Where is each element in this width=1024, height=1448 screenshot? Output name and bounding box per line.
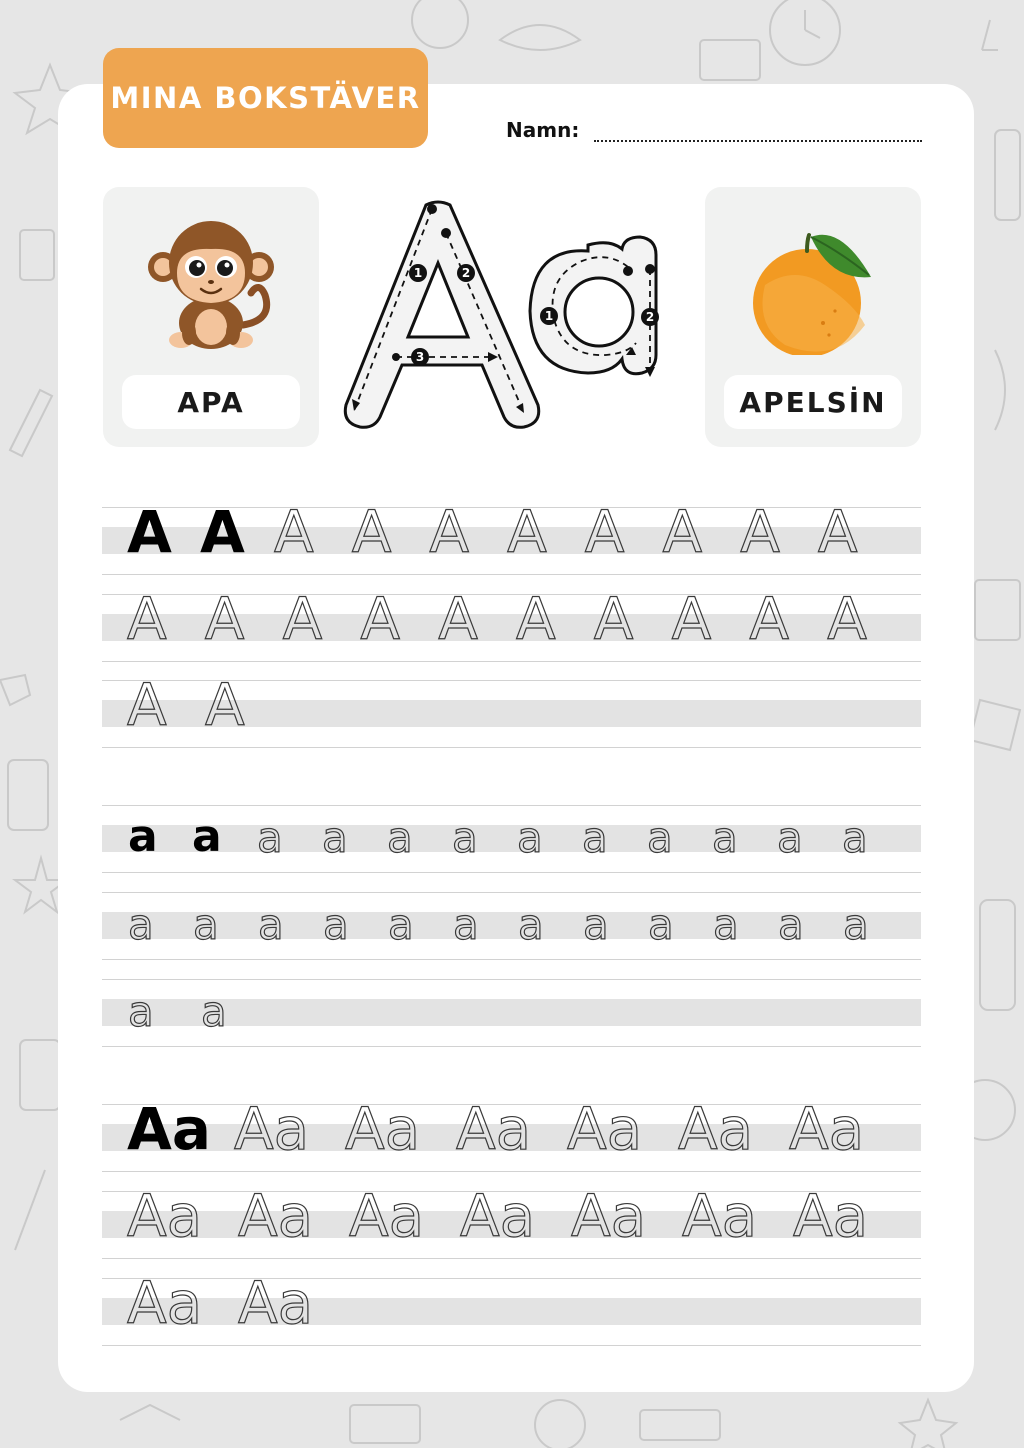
trace-letter: A bbox=[507, 498, 547, 566]
trace-letter: A bbox=[360, 585, 401, 653]
trace-letter: a bbox=[128, 987, 154, 1036]
upper-step-3: 3 bbox=[415, 350, 425, 364]
trace-letter: A bbox=[205, 671, 245, 739]
trace-letter: A bbox=[749, 585, 790, 653]
trace-pair: Aa bbox=[234, 1095, 310, 1163]
row-guide-line bbox=[102, 1046, 921, 1047]
trace-letter: A bbox=[662, 498, 703, 566]
practice-row-lower-1[interactable] bbox=[102, 805, 921, 873]
trace-letter: a bbox=[518, 900, 544, 949]
practice-row-upper-1[interactable] bbox=[102, 498, 921, 575]
trace-pair: Aa bbox=[571, 1182, 647, 1250]
trace-pair: Aa bbox=[678, 1095, 754, 1163]
practice-row-upper-3[interactable] bbox=[102, 671, 921, 748]
trace-letter: a bbox=[648, 900, 674, 949]
row-guide-line bbox=[102, 959, 921, 960]
trace-pair: Aa bbox=[793, 1182, 869, 1250]
row-guide-line bbox=[102, 661, 921, 662]
trace-letter: A bbox=[204, 585, 245, 653]
trace-letter: A bbox=[127, 585, 167, 653]
row-guide-line bbox=[102, 1258, 921, 1259]
orange-icon bbox=[745, 215, 881, 355]
row-guide-line bbox=[102, 747, 921, 748]
practice-row-upper-2[interactable] bbox=[102, 585, 921, 662]
row-guide-line bbox=[102, 1345, 921, 1346]
trace-letter: a bbox=[713, 900, 739, 949]
monkey-icon bbox=[143, 215, 279, 355]
trace-letter: A bbox=[593, 585, 634, 653]
trace-pair: Aa bbox=[456, 1095, 532, 1163]
picture-card-right bbox=[705, 187, 921, 447]
trace-letter: a bbox=[128, 900, 154, 949]
row-guide-line bbox=[102, 892, 921, 893]
card-word-label: APA bbox=[122, 375, 300, 429]
trace-letter: A bbox=[584, 498, 625, 566]
trace-letter: a bbox=[193, 900, 219, 949]
trace-pair: Aa bbox=[789, 1095, 865, 1163]
trace-pair: Aa bbox=[349, 1182, 425, 1250]
trace-pair: Aa bbox=[127, 1269, 203, 1337]
solid-letter: a bbox=[128, 811, 158, 862]
lower-step-2: 2 bbox=[645, 310, 655, 324]
trace-letter: a bbox=[582, 813, 608, 862]
upper-step-2: 2 bbox=[461, 266, 471, 280]
trace-pair: Aa bbox=[238, 1182, 314, 1250]
trace-pair: Aa bbox=[682, 1182, 758, 1250]
trace-letter: a bbox=[517, 813, 543, 862]
trace-letter: a bbox=[712, 813, 738, 862]
trace-letter: a bbox=[453, 900, 479, 949]
row-guide-line bbox=[102, 1171, 921, 1172]
trace-letter: A bbox=[429, 498, 470, 566]
trace-pair: Aa bbox=[127, 1182, 203, 1250]
picture-card-left bbox=[103, 187, 319, 447]
practice-row-pair-3[interactable] bbox=[102, 1269, 921, 1346]
trace-letter: A bbox=[671, 585, 712, 653]
page-title: MINA BOKSTÄVER bbox=[103, 48, 428, 148]
practice-row-lower-2[interactable] bbox=[102, 892, 921, 960]
trace-letter: A bbox=[817, 498, 858, 566]
trace-pair: Aa bbox=[345, 1095, 421, 1163]
trace-letter: A bbox=[351, 498, 392, 566]
trace-letter: A bbox=[274, 498, 314, 566]
trace-letter: a bbox=[843, 900, 869, 949]
trace-letter: a bbox=[257, 813, 283, 862]
trace-letter: A bbox=[282, 585, 323, 653]
upper-step-1: 1 bbox=[413, 266, 423, 280]
trace-letter: a bbox=[647, 813, 673, 862]
trace-letter: A bbox=[827, 585, 867, 653]
trace-letter: a bbox=[842, 813, 868, 862]
trace-letter: A bbox=[516, 585, 556, 653]
practice-row-lower-3[interactable] bbox=[102, 979, 921, 1047]
trace-pair: Aa bbox=[460, 1182, 536, 1250]
solid-pair: Aa bbox=[127, 1095, 212, 1163]
trace-letter: a bbox=[387, 813, 413, 862]
name-write-line[interactable] bbox=[594, 140, 922, 142]
trace-pair: Aa bbox=[238, 1269, 314, 1337]
trace-letter: a bbox=[201, 987, 227, 1036]
trace-pair: Aa bbox=[567, 1095, 643, 1163]
solid-letter: a bbox=[192, 811, 222, 862]
trace-letter: A bbox=[740, 498, 780, 566]
row-guide-line bbox=[102, 805, 921, 806]
trace-letter: a bbox=[778, 900, 804, 949]
trace-letter: a bbox=[388, 900, 414, 949]
solid-letter: A bbox=[127, 498, 172, 566]
trace-letter: a bbox=[322, 813, 348, 862]
trace-letter: a bbox=[452, 813, 478, 862]
practice-row-pair-1[interactable] bbox=[102, 1095, 921, 1172]
practice-row-pair-2[interactable] bbox=[102, 1182, 921, 1259]
letter-tracing-guide bbox=[338, 197, 678, 433]
name-label: Namn: bbox=[506, 118, 580, 142]
trace-letter: a bbox=[323, 900, 349, 949]
trace-letter: a bbox=[777, 813, 803, 862]
trace-letter: a bbox=[258, 900, 284, 949]
card-word-label: APELSİN bbox=[724, 375, 902, 429]
row-guide-line bbox=[102, 872, 921, 873]
trace-letter: A bbox=[127, 671, 167, 739]
row-guide-band bbox=[102, 1298, 921, 1325]
trace-letter: A bbox=[438, 585, 478, 653]
trace-letter: a bbox=[583, 900, 609, 949]
solid-letter: A bbox=[200, 498, 245, 566]
name-field[interactable] bbox=[506, 118, 922, 148]
row-guide-line bbox=[102, 979, 921, 980]
row-guide-line bbox=[102, 1278, 921, 1279]
lower-step-1: 1 bbox=[544, 309, 554, 323]
row-guide-line bbox=[102, 574, 921, 575]
